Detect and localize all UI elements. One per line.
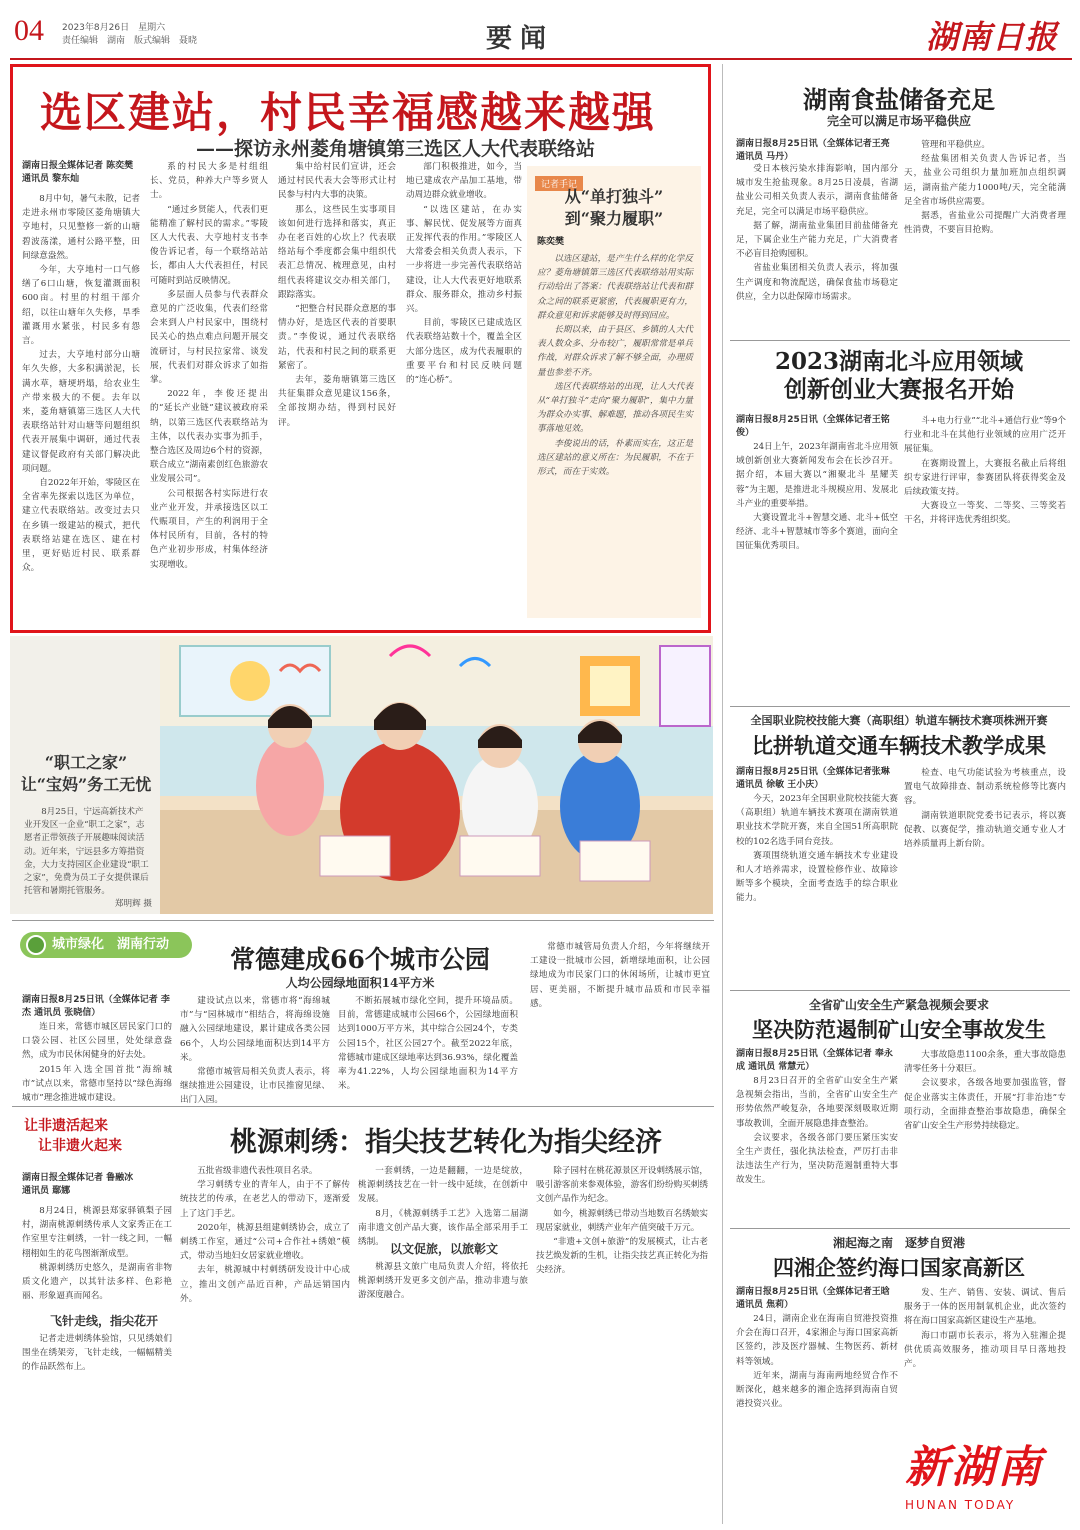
- parks-column-3: 不断拓展城市绿化空间，提升环境品质。目前，常德建成城市公园66个，公园绿地面积达到1000万平方米，其中综合公园24个，专类公园15个，社区公园27个。截至2022年底，常德城市建成区绿地率达到36.93%，绿化覆盖率为41.22%，人均公园绿地面积为14平方米。: [338, 996, 518, 1092]
- salt-byline: 湖南日报8月25日讯（全媒体记者王亮 通讯员 马丹）: [736, 139, 890, 162]
- rail-column-1: 今天，2023年全国职业院校技能大赛（高职组）轨道车辆技术赛项在湖南铁道职业技术学院开赛，来自全国51所高职院校的102名选手同台竞技。 赛项围绕轨道交通车辆技术专业建设和人才培养需求，设置检修作业、故障诊断等多个模块，全面考查选手的综合职业能力。: [736, 794, 898, 904]
- mine-byline: 湖南日报8月25日讯（全媒体记者 奉永成 通讯员 常慧元）: [736, 1049, 893, 1072]
- beidou-column-2: 斗+电力行业”“北斗+通信行业”等9个行业和北斗在其他行业领域的应用广泛开展征集。 在赛期设置上，大赛报名截止后将组织专家进行评审，参赛团队将获得奖金及后续政策支持。 大赛设立一等奖、二等奖、三等奖若干名，并将评选优秀组织奖。: [904, 416, 1066, 526]
- section-title: 要闻: [486, 24, 555, 54]
- parks-column-1: 连日来，常德市城区居民家门口的口袋公园、社区公园里，处处绿意盎然，成为市民休闲健身的好去处。 2015年入选全国首批“海绵城市”试点以来，常德市坚持以“绿色海绵城市”理念推进城市建设。: [22, 1022, 172, 1104]
- parks-column-2: 建设试点以来，常德市将“海绵城市”与“园林城市”相结合，将海绵设施融入公园绿地建设，累计建成各类公园66个，人均公园绿地面积达到14平方米。 常德市城管局相关负责人表示，将继续推进公园建设，让市民推窗见绿、出门入园。: [180, 996, 330, 1106]
- photo-caption-panel: [10, 636, 162, 914]
- parks-subheadline: 人均公园绿地面积14平方米: [285, 976, 435, 990]
- lead-byline: 湖南日报全媒体记者 陈奕樊 通讯员 黎东灿: [22, 161, 134, 184]
- commentary-body: 以选区建站，是产生什么样的化学反应？菱角塘镇第三选区代表联络站用实际行动给出了答案：代表联络站让代表和群众之间的联系更紧密，代表履职更有力，群众意见和诉求能够及时得到回应。 长期以来，由于县区、乡镇的人大代表人数众多、分布较广，履职常常是单兵作战，对群众诉求了解不够全面，办理质量也参差不齐。 选区代表联络站的出现，让人大代表从“单打独斗”走向“聚力履职”，集中力量为群众办实事、解难题，推动各项民生实事落地见效。 李俊说出的话，朴素而实在，这正是选区建站的意义所在：为民履职，不在于形式，而在于实效。: [537, 254, 693, 478]
- commentary-title[interactable]: 从“单打独斗” 到“聚力履职”: [564, 187, 664, 228]
- photo-illustration: [160, 636, 713, 914]
- embroidery-column-4: 除子园村在桃花源景区开设刺绣展示馆，吸引游客前来参观体验，游客们纷纷购买刺绣文创产品作为纪念。 如今，桃源刺绣已带动当地数百名绣娘实现居家就业，刺绣产业年产值突破千万元。 “非遗+文创+旅游”的发展模式，让古老技艺焕发新的生机，让指尖技艺真正转化为指尖经济。: [536, 1166, 708, 1276]
- lead-column-2: 系的村民大多是村组组长、党员，种养大户等乡贤人士。 “通过乡贤能人，代表们更能精准了解村民的需求。”零陵区人大代表、大亨地村支书李俊告诉记者，每一个联络站站长，都由人大代表担任，村民可随时到站反映情况。 多层面人员参与代表群众意见的广泛收集，代表们经常会来到人户村民家中，围绕村民关心的热点难点问题开展交流研讨，与村民拉家常、谈发展，代表们对群众诉求了如指掌。 2022年，李俊还提出的“延长产业链”建议被政府采纳，以第三选区代表联络站为主体，以代表办实事为抓手，整合选区及周边6个村的资源，联合成立“湖南素创红色旅游农业发展公司”。 公司根据各村实际进行农业产业开发，并承接选区以工代赈项目，产生的利润用于全体村民所有，目前，各村的特色产业初步形成，村集体经济实现增收。: [150, 162, 268, 570]
- rail-headline[interactable]: 比拼轨道交通车辆技术教学成果: [752, 733, 1046, 758]
- xinhunan-logo: 新湖南 HUNAN TODAY: [905, 1442, 1043, 1512]
- embroidery-byline: 湖南日报全媒体记者 鲁融冰 通讯员 鄢娜: [22, 1173, 134, 1196]
- page-number: 04: [14, 14, 44, 47]
- mine-column-2: 大事故隐患1100余条，重大事故隐患清零任务十分艰巨。 会议要求，各级各地要加强监管，督促企业落实主体责任，开展“打非治违”专项行动，全面排查整治事故隐患，确保全省矿山安全生产形势持续稳定。: [904, 1050, 1066, 1132]
- beidou-column-1: 24日上午，2023年湖南省北斗应用领域创新创业大赛新闻发布会在长沙召开。据介绍，本届大赛以“湘聚北斗 星耀芙蓉”为主题，是推进北斗规模应用、发展北斗产业的重要举措。 大赛设置北斗+智慧交通、北斗+低空经济、北斗+智慧城市等多个赛道，面向全国征集优秀项目。: [736, 442, 898, 552]
- commentary-box: [527, 166, 701, 618]
- masthead-rule: [10, 58, 1072, 60]
- masthead: [0, 0, 1080, 62]
- leaf-icon: [26, 935, 46, 955]
- lead-column-1: 8月中旬，暑气未散，记者走进永州市零陵区菱角塘镇大亨地村，只见整修一新的山塘碧波荡漾，通村公路平整，田间绿意盎然。 今年，大亨地村一口气修缮了6口山塘，恢复灌溉面积600亩。村里的村组干部介绍，以往山塘年久失修，旱季灌溉用水紧张，村民多有怨言。 过去，大亨地村部分山塘年久失修，大多积满淤泥，长满水草，塘埂坍塌，给农业生产带来极大的不便。去年以来，菱角塘镇第三选区人大代表联络站针对山塘等问题组织代表开展集中调研，通过代表建议督促政府有关部门解决此项问题。 自2022年开始，零陵区在全省率先探索以选区为单位，建立代表联络站。改变过去只在乡镇一级建站的模式，把代表联络站建在选区、建在村里，更好贴近村民、联系群众。: [22, 194, 140, 574]
- embroidery-column-1a: 8月24日，桃源县郑家驿镇梨子园村，湖南桃源刺绣传承人文家秀正在工作室里专注刺绣，一针一线之间，一幅栩栩如生的花鸟图渐渐成型。 桃源刺绣历史悠久，是湖南省非物质文化遗产，以其针法多样、色彩艳丽、形象逼真而闻名。: [22, 1206, 172, 1302]
- parks-byline: 湖南日报8月25日讯（全媒体记者 李杰 通讯员 张晓信）: [22, 995, 170, 1018]
- commentary-author: 陈奕樊: [537, 237, 565, 247]
- divider: [730, 340, 1070, 341]
- hainan-byline: 湖南日报8月25日讯（全媒体记者王晗 通讯员 焦莉）: [736, 1287, 890, 1310]
- rail-column-2: 检查、电气功能试验为考核重点，设置电气故障排查、制动系统检修等比赛内容。 湖南铁道职院党委书记表示，将以赛促教、以赛促学，推动轨道交通专业人才培养质量再上新台阶。: [904, 768, 1066, 850]
- mine-headline[interactable]: 坚决防范遏制矿山安全事故发生: [752, 1017, 1046, 1042]
- paper-logo: 湖南日报: [926, 18, 1059, 56]
- lead-headline[interactable]: 选区建站，村民幸福感越来越强: [40, 88, 657, 137]
- rail-subheadline: 全国职业院校技能大赛（高职组）轨道车辆技术赛项株洲开赛: [750, 714, 1048, 727]
- embroidery-column-2: 五批省级非遗代表性项目名录。 学习刺绣专业的青年人，由于不了解传统技艺的传承，在老艺人的带动下，逐渐爱上了这门手艺。 2020年，桃源县组建刺绣协会，成立了刺绣工作室，通过“公司+合作社+绣娘”模式，带动当地妇女居家就业增收。 去年，桃源城中村刺绣研发设计中心成立，推出文创产品近百种，产品远销国内外。: [180, 1166, 350, 1304]
- salt-column-1: 受日本核污染水排海影响，国内部分城市发生抢盐现象。8月25日凌晨，省湖盐业公司相关负责人表示，湖南食盐储备充足，完全可以满足市场平稳供应。 据了解，湖南盐业集团目前盐储备充足，下属企业生产能力充足，广大消费者不必盲目抢购囤积。 省盐业集团相关负责人表示，将加强生产调度和物流配送，确保食盐市场稳定供应，全力以赴保障市场需求。: [736, 164, 898, 302]
- hainan-subheadline: 湘起海之南 逐梦自贸港: [832, 1236, 965, 1250]
- divider: [12, 920, 714, 921]
- salt-subheadline: 完全可以满足市场平稳供应: [826, 114, 971, 128]
- embroidery-subheading-2: 以文促旅，以旅彰文: [390, 1242, 499, 1256]
- divider: [730, 706, 1070, 707]
- mine-column-1: 8月23日召开的全省矿山安全生产紧急视频会指出，当前，全省矿山安全生产形势依然严峻复杂，各地要深刻吸取近期事故教训，全面开展隐患排查整治。 会议要求，各级各部门要压紧压实安全生产责任，强化执法检查，严厉打击非法违法生产行为，坚决防范遏制重特大事故发生。: [736, 1076, 898, 1186]
- date-line: 2023年8月26日 星期六 责任编辑 湖南 版式编辑 聂晓: [62, 23, 198, 46]
- divider: [730, 1228, 1070, 1229]
- column-divider: [722, 64, 723, 1524]
- parks-headline[interactable]: 常德建成66个城市公园: [230, 945, 490, 974]
- embroidery-column-3b: 桃源县文旅广电局负责人介绍，将依托桃源刺绣开发更多文创产品，推动非遗与旅游深度融合。: [358, 1262, 528, 1301]
- photo-caption-body: 8月25日，宁远高新技术产业开发区一企业“职工之家”，志愿者正带领孩子开展趣味阅读活动。近年来，宁远县多方筹措资金，大力支持园区企业建设“职工之家”，免费为员工子女提供课后托管和暑期托管服务。 郑明辉 摄: [24, 807, 152, 910]
- rail-byline: 湖南日报8月25日讯（全媒体记者张琳 通讯员 徐敏 王小庆）: [736, 767, 890, 790]
- lead-column-3: 集中给村民们宣讲，还会通过村民代表大会等形式让村民参与村内大事的决策。 那么，这些民生实事项目该如何进行选择和落实，真正办在老百姓的心坎上？代表联络站每个季度都会集中组织代表汇总情况、梳理意见，由村组代表将建议交办相关部门，跟踪落实。 “把整合村民群众意愿的事情办好，是选区代表的首要职责。”李俊说，通过代表联络站，代表和村民之间的联系更紧密了。 去年，菱角塘镇第三选区共征集群众意见建议156条，全部按期办结，得到村民好评。: [278, 162, 396, 428]
- parks-column-4: 常德市城管局负责人介绍，今年将继续开工建设一批城市公园，新增绿地面积，让公园绿地成为市民家门口的休闲场所，让城市更宜居、更美丽，不断提升城市品质和市民幸福感。: [530, 942, 710, 1009]
- hainan-column-2: 发、生产、销售、安装、调试、售后服务于一体的医用制氧机企业，此次签约将在海口国家高新区建设生产基地。 海口市副市长表示，将为入驻湘企提供优质高效服务，推动项目早日落地投产。: [904, 1288, 1066, 1370]
- embroidery-headline[interactable]: 桃源刺绣：指尖技艺转化为指尖经济: [230, 1127, 662, 1158]
- salt-headline[interactable]: 湖南食盐储备充足: [803, 85, 995, 114]
- divider: [730, 990, 1070, 991]
- beidou-byline: 湖南日报8月25日讯（全媒体记者王铭俊）: [736, 415, 890, 438]
- photo-caption-title[interactable]: “职工之家” 让“宝妈”务工无忧: [20, 753, 152, 794]
- embroidery-column-1b: 记者走进刺绣体验馆，只见绣娘们围坐在绣架旁，飞针走线，一幅幅精美的作品跃然布上。: [22, 1334, 172, 1373]
- hainan-column-1: 24日，湖南企业在海南自贸港投资推介会在海口召开，4家湘企与海口国家高新区签约，涉及医疗器械、生物医药、新材料等领域。 近年来，湖南与海南两地经贸合作不断深化，越来越多的湘企选择到海南自贸港投资兴业。: [736, 1314, 898, 1410]
- beidou-headline[interactable]: 2023湖南北斗应用领域 创新创业大赛报名开始: [774, 348, 1023, 403]
- salt-column-2: 管理和平稳供应。 经盐集团相关负责人告诉记者，当天，盐业公司组织力量加班加点组织调运，湖南盐产能力1000吨/天，完全能满足全省市场供应需要。 据悉，省盐业公司提醒广大消费者理性消费，不要盲目抢购。: [904, 140, 1066, 236]
- lead-subheadline: ——探访永州菱角塘镇第三选区人大代表联络站: [196, 138, 596, 160]
- parks-series-banner: 城市绿化 湖南行动: [20, 932, 192, 958]
- embroidery-series-banner: 让非遗活起来 让非遗火起来: [24, 1118, 122, 1154]
- embroidery-column-3a: 一套刺绣，一边是翻翻，一边是绽放，桃源刺绣技艺在一针一线中延续，在创新中发展。 8月，《桃源刺绣手工艺》入选第二届湖南非遗文创产品大赛，该作品全部采用手工绣制。: [358, 1166, 528, 1248]
- news-photo[interactable]: [160, 636, 713, 914]
- embroidery-subheading-1: 飞针走线，指尖花开: [50, 1314, 159, 1328]
- divider: [12, 1106, 714, 1107]
- hainan-headline[interactable]: 四湘企签约海口国家高新区: [773, 1255, 1025, 1280]
- commentary-tag: 记者手记: [535, 176, 583, 191]
- mine-subheadline: 全省矿山安全生产紧急视频会要求: [808, 998, 989, 1012]
- lead-column-4: 部门积极推进，如今，当地已建成农产品加工基地，带动周边群众就业增收。 “以选区建站，在办实事、解民忧、促发展等方面真正发挥代表的作用。”零陵区人大常委会相关负责人表示，下一步将进一步完善代表联络站建设，让人大代表更好地联系群众、服务群众，推动乡村振兴。 目前，零陵区已建成选区代表联络站数十个，覆盖全区大部分选区，成为代表履职的重要平台和村民反映问题的“连心桥”。: [406, 162, 522, 386]
